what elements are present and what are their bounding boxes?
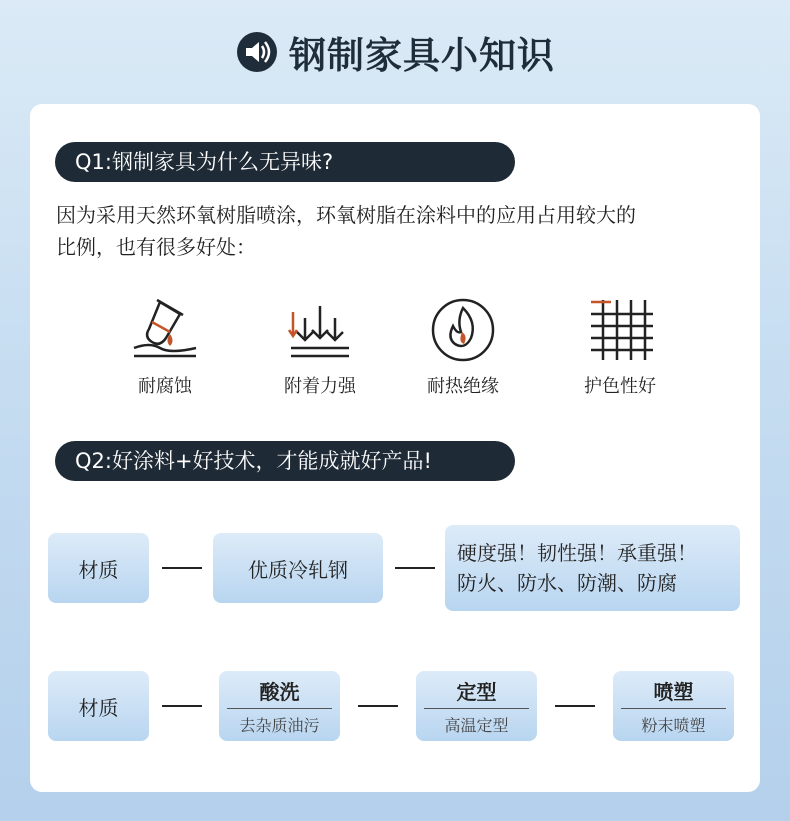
feature-color-retention <box>550 296 690 398</box>
material-label: 材质 <box>78 695 119 720</box>
properties-line-2: 防火、防水、防潮、防腐 <box>457 571 677 595</box>
header <box>0 22 790 82</box>
steel-box <box>213 533 383 603</box>
feature-heat-insulation <box>393 296 533 398</box>
properties-line-1: 硬度强！韧性强！承重强！ <box>457 541 697 565</box>
connector-line <box>555 705 595 707</box>
question-1-pill: Q1:钢制家具为什么无异味? <box>55 142 515 182</box>
process-step <box>219 671 340 741</box>
step-title: 酸洗 <box>259 680 300 704</box>
connector-line <box>395 567 435 569</box>
material-box <box>48 671 149 741</box>
flame-icon <box>428 296 498 362</box>
step-title: 喷塑 <box>653 680 694 704</box>
q1-answer-line-1: 因为采用天然环氧树脂喷涂，环氧树脂在涂料中的应用占用较大的 <box>56 203 636 227</box>
connector-line <box>162 705 202 707</box>
feature-label: 耐腐蚀 <box>138 376 192 397</box>
step-title: 定型 <box>456 680 497 704</box>
question-2-pill: Q2:好涂料+好技术，才能成就好产品! <box>55 441 515 481</box>
grid-icon <box>585 296 655 362</box>
speaker-icon <box>235 30 279 74</box>
step-subtitle: 高温定型 <box>444 716 509 735</box>
feature-list <box>95 296 705 406</box>
feature-adhesion <box>250 296 390 398</box>
q1-answer <box>56 199 756 263</box>
process-step <box>416 671 537 741</box>
down-arrows-icon <box>285 296 355 362</box>
material-box <box>48 533 149 603</box>
connector-line <box>162 567 202 569</box>
steel-label: 优质冷轧钢 <box>248 557 348 582</box>
connector-line <box>358 705 398 707</box>
material-label: 材质 <box>78 557 119 582</box>
feature-label: 护色性好 <box>584 376 656 397</box>
q1-answer-line-2: 比例，也有很多好处： <box>56 235 256 259</box>
properties-box <box>445 525 740 611</box>
process-step <box>613 671 734 741</box>
test-tube-drop-icon <box>130 296 200 362</box>
feature-label: 附着力强 <box>284 376 356 397</box>
step-subtitle: 去杂质油污 <box>239 716 320 735</box>
feature-label: 耐热绝缘 <box>427 376 499 397</box>
feature-corrosion <box>95 296 235 398</box>
step-subtitle: 粉末喷塑 <box>641 716 706 735</box>
page-title: 钢制家具小知识 <box>289 34 555 77</box>
